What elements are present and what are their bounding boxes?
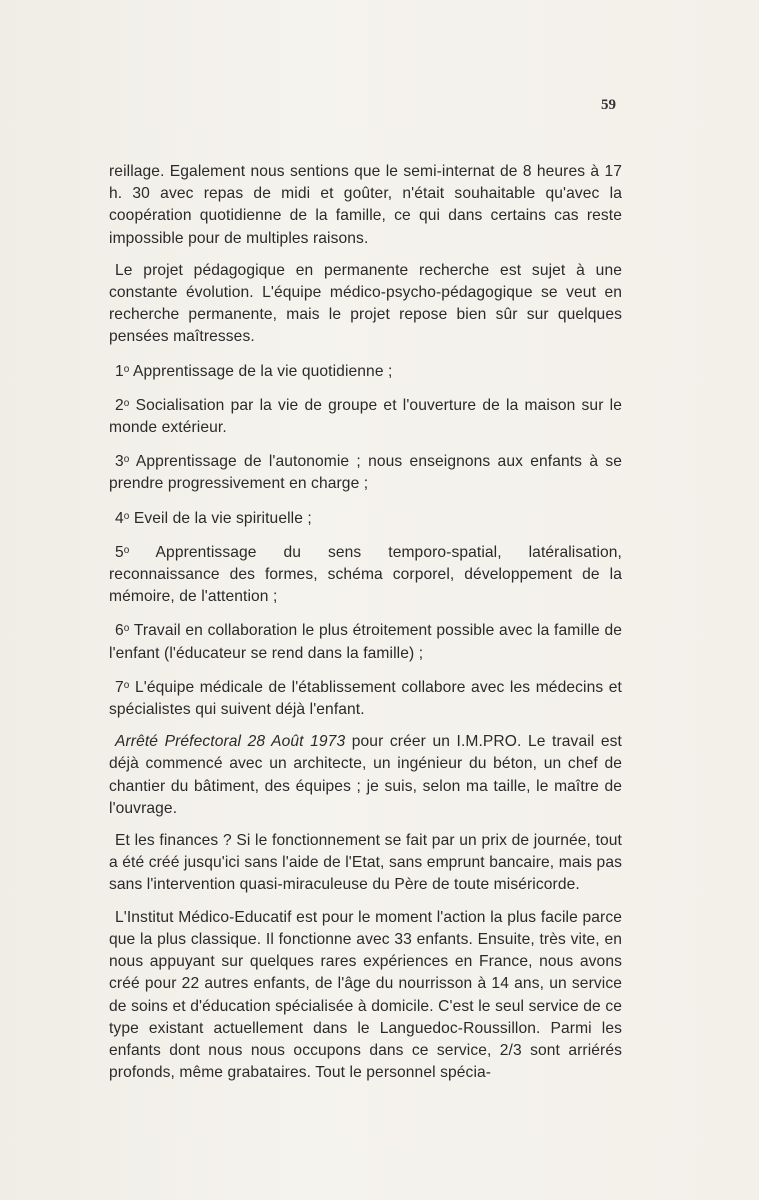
list-item-text: Eveil de la vie spirituelle ; [129, 509, 312, 527]
paragraph-4: Et les finances ? Si le fonctionnement se fait par un prix de journée, tout a été créé jusqu'ici sans l'aide de l'Etat, sans emprunt bancaire, mais pas sans l'intervention quasi-miraculeuse du Père de toute miséricorde. [109, 832, 622, 894]
list-item-text: Socialisation par la vie de groupe et l'ouverture de la maison sur le monde extérieur. [109, 396, 622, 437]
list-item-text: Apprentissage du sens temporo-spatial, latéralisation, reconnaissance des formes, schéma corporel, développement de la mémoire, de l'attention ; [109, 543, 622, 606]
paragraph-3-text: pour créer un I.M.PRO. Le travail est déjà commencé avec un architecte, un ingénieur du béton, un chef de chantier du bâtiment, des équipes ; je suis, selon ma taille, le maître de l'ouvrage. [109, 733, 622, 817]
list-item-number: 2 [115, 396, 124, 414]
list-item [109, 393, 622, 439]
paragraph-3 [109, 731, 622, 820]
list-item-number: 4 [115, 509, 124, 527]
list-item [109, 449, 622, 495]
list-item-ordinal: o [123, 623, 130, 635]
list-item [109, 359, 622, 383]
list-item-ordinal: o [123, 510, 130, 522]
list-item-number: 5 [115, 543, 124, 561]
list-item-ordinal: o [123, 454, 130, 466]
list-item-text: L'équipe médicale de l'établissement collabore avec les médecins et spécialistes qui suivent déjà l'enfant. [109, 678, 622, 719]
list-item-ordinal: o [123, 397, 130, 409]
page-number: 59 [601, 97, 616, 113]
list-item [109, 618, 622, 664]
list-item [109, 506, 622, 530]
list-item-number: 7 [115, 678, 124, 696]
list-item-text: Apprentissage de l'autonomie ; nous enseignons aux enfants à se prendre progressivement en charge ; [109, 453, 622, 493]
paragraph-5: L'Institut Médico-Educatif est pour le moment l'action la plus facile parce que la plus classique. Il fonctionne avec 33 enfants. Ensuite, très vite, en nous appuyant sur quelques rares expériences en France, nous avons créé pour 22 autres enfants, de l'âge du nourrisson à 14 ans, un service de soins et d'éducation spécialisée à domicile. C'est le seul service de ce type existant actuellement dans le Languedoc-Roussillon. Parmi les enfants dont nous nous occupons dans ce service, 2/3 sont arriérés profonds, même grabataires. Tout le personnel spécia- [109, 908, 622, 1082]
list-item-ordinal: o [123, 544, 130, 556]
list-item-number: 3 [115, 453, 124, 471]
list-item-number: 1 [115, 362, 124, 380]
list-item [109, 675, 622, 721]
list-item-text: Travail en collaboration le plus étroitement possible avec la famille de l'enfant (l'éducateur se rend dans la famille) ; [109, 622, 622, 662]
paragraph-1: reillage. Egalement nous sentions que le semi-internat de 8 heures à 17 h. 30 avec repas de midi et goûter, n'était souhaitable qu'avec la coopération quotidienne de la famille, ce qui dans certains cas reste impossible pour de multiples raisons. [109, 163, 622, 247]
paragraph-2: Le projet pédagogique en permanente recherche est sujet à une constante évolution. L'équipe médico-psycho-pédagogique se veut en recherche permanente, mais le projet repose bien sûr sur quelques pensées maîtresses. [109, 261, 622, 346]
list-item-text: Apprentissage de la vie quotidienne ; [129, 362, 393, 380]
list-item-ordinal: o [123, 363, 130, 375]
decree-reference: Arrêté Préfectoral 28 Août 1973 [115, 733, 346, 751]
list-item [109, 540, 622, 609]
body-text [109, 161, 622, 1094]
list-item-number: 6 [115, 622, 124, 640]
list-item-ordinal: o [123, 679, 130, 691]
